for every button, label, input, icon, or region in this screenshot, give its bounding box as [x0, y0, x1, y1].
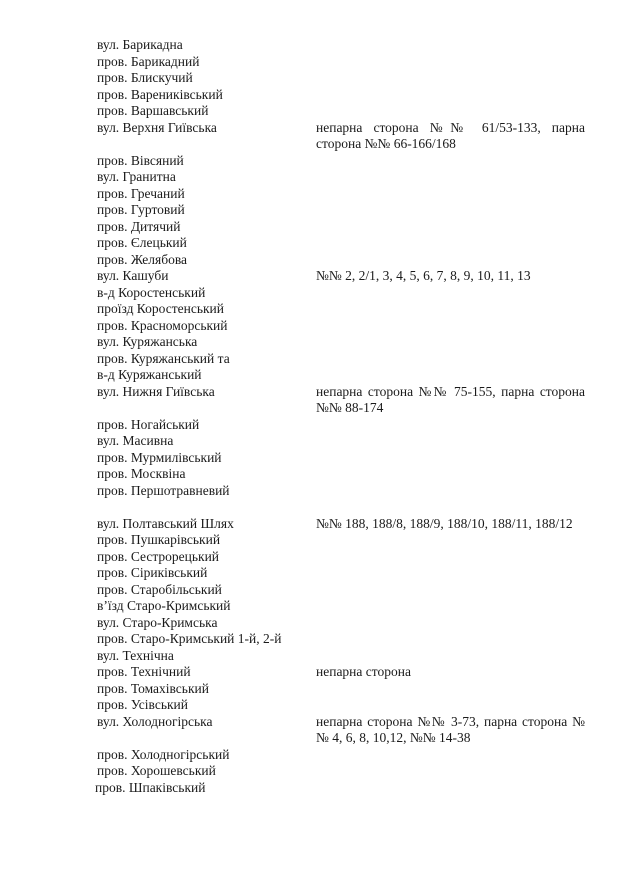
street-name: пров. Куряжанський та [97, 350, 230, 366]
street-entry [0, 681, 623, 698]
street-name: пров. Блискучий [97, 70, 193, 85]
street-name: вул. Масивна [97, 433, 174, 448]
street-entry [0, 334, 623, 351]
street-name: вул. Старо-Кримська [97, 614, 218, 630]
street-entry [0, 565, 623, 582]
street-name: пров. Старо-Кримський 1-й, 2-й [97, 631, 282, 646]
house-numbers: №№ 2, 2/1, 3, 4, 5, 6, 7, 8, 9, 10, 11, 13 [316, 268, 531, 283]
street-name: пров. Москвіна [97, 466, 186, 481]
street-entry [0, 450, 623, 467]
street-name: пров. Усівський [97, 697, 188, 712]
street-name: пров. Варениківський [97, 86, 223, 102]
street-entry [0, 103, 623, 120]
street-name: пров. Пушкарівський [97, 532, 221, 547]
street-entry [0, 169, 623, 186]
street-name: пров. Гречаний [97, 185, 185, 201]
house-numbers: непарна сторона №№ 61/53-133, парна сторона №№ 66-166/168 [316, 119, 585, 151]
street-name: пров. Желябова [97, 251, 188, 267]
street-name: вул. Верхня Гиївська [97, 119, 217, 135]
street-name: пров. Хорошевський [97, 763, 216, 778]
street-entry [0, 763, 623, 780]
street-entry [0, 466, 623, 483]
street-name: проїзд Коростенський [97, 301, 224, 316]
street-name: пров. Барикадний [97, 53, 200, 69]
street-entry [0, 747, 623, 764]
street-entry [0, 549, 623, 566]
street-entry [0, 483, 623, 500]
street-entry [0, 582, 623, 599]
street-entry [0, 417, 623, 434]
street-name: вул. Гранитна [97, 169, 176, 184]
street-entry [0, 532, 623, 549]
street-entry [0, 351, 623, 368]
street-entry [0, 268, 623, 285]
street-entry [0, 598, 623, 615]
house-numbers: №№ 188, 188/8, 188/9, 188/10, 188/11, 188/12 [316, 515, 573, 531]
street-name: пров. Старобільський [97, 581, 222, 597]
street-entry [0, 54, 623, 71]
street-entry [0, 301, 623, 318]
street-entry [0, 70, 623, 87]
house-numbers: непарна сторона №№ 3-73, парна сторона №№ 4, 6, 8, 10,12, №№ 14-38 [316, 713, 585, 745]
street-entry [0, 285, 623, 302]
street-entry [0, 235, 623, 252]
street-name: пров. Технічний [97, 664, 191, 679]
street-entry [0, 615, 623, 632]
street-entry [0, 384, 623, 417]
street-name: пров. Варшавський [97, 103, 209, 118]
street-name: пров. Сіриківський [97, 565, 208, 580]
street-name: пров. Сестрорецький [97, 548, 220, 564]
street-name: в-д Коростенський [97, 284, 206, 300]
street-entry [0, 252, 623, 269]
street-name: пров. Красноморський [97, 317, 228, 333]
street-name: в-д Куряжанський [97, 367, 202, 382]
street-name: пров. Ногайський [97, 416, 200, 432]
street-name: вул. Полтавський Шлях [97, 515, 234, 531]
street-entry [0, 153, 623, 170]
street-name: вул. Кашуби [97, 268, 169, 283]
street-entry [0, 714, 623, 747]
street-entry [0, 631, 623, 648]
street-name: пров. Гуртовий [97, 202, 185, 217]
street-entry [0, 318, 623, 335]
street-entry [0, 433, 623, 450]
street-entry [0, 202, 623, 219]
street-entry [0, 186, 623, 203]
street-entry [0, 780, 623, 797]
street-name: пров. Мурмилівський [97, 449, 222, 465]
street-entry [0, 516, 623, 533]
street-entry [0, 697, 623, 714]
street-entry [0, 37, 623, 54]
street-entry [0, 219, 623, 236]
street-name: в’їзд Старо-Кримський [97, 598, 231, 613]
street-list [0, 37, 623, 796]
house-numbers: непарна сторона №№ 75-155, парна сторона №№ 88-174 [316, 383, 585, 415]
street-name: вул. Нижня Гиївська [97, 383, 215, 399]
street-name: пров. Томахівський [97, 680, 209, 696]
street-name: пров. Холодногірський [97, 746, 230, 762]
street-name: вул. Куряжанська [97, 334, 198, 349]
street-entry [0, 87, 623, 104]
street-entry [0, 664, 623, 681]
street-name: пров. Вівсяний [97, 152, 184, 168]
blank-line [0, 499, 623, 516]
street-name: вул. Технічна [97, 647, 174, 663]
street-name: вул. Барикадна [97, 37, 183, 52]
street-name: пров. Дитячий [97, 218, 181, 234]
street-name: пров. Шпаківський [95, 779, 206, 795]
street-name: вул. Холодногірська [97, 713, 213, 729]
street-entry [0, 120, 623, 153]
street-entry [0, 648, 623, 665]
street-entry [0, 367, 623, 384]
street-name: пров. Першотравневий [97, 482, 230, 498]
house-numbers: непарна сторона [316, 664, 411, 679]
street-name: пров. Єлецький [97, 235, 187, 250]
